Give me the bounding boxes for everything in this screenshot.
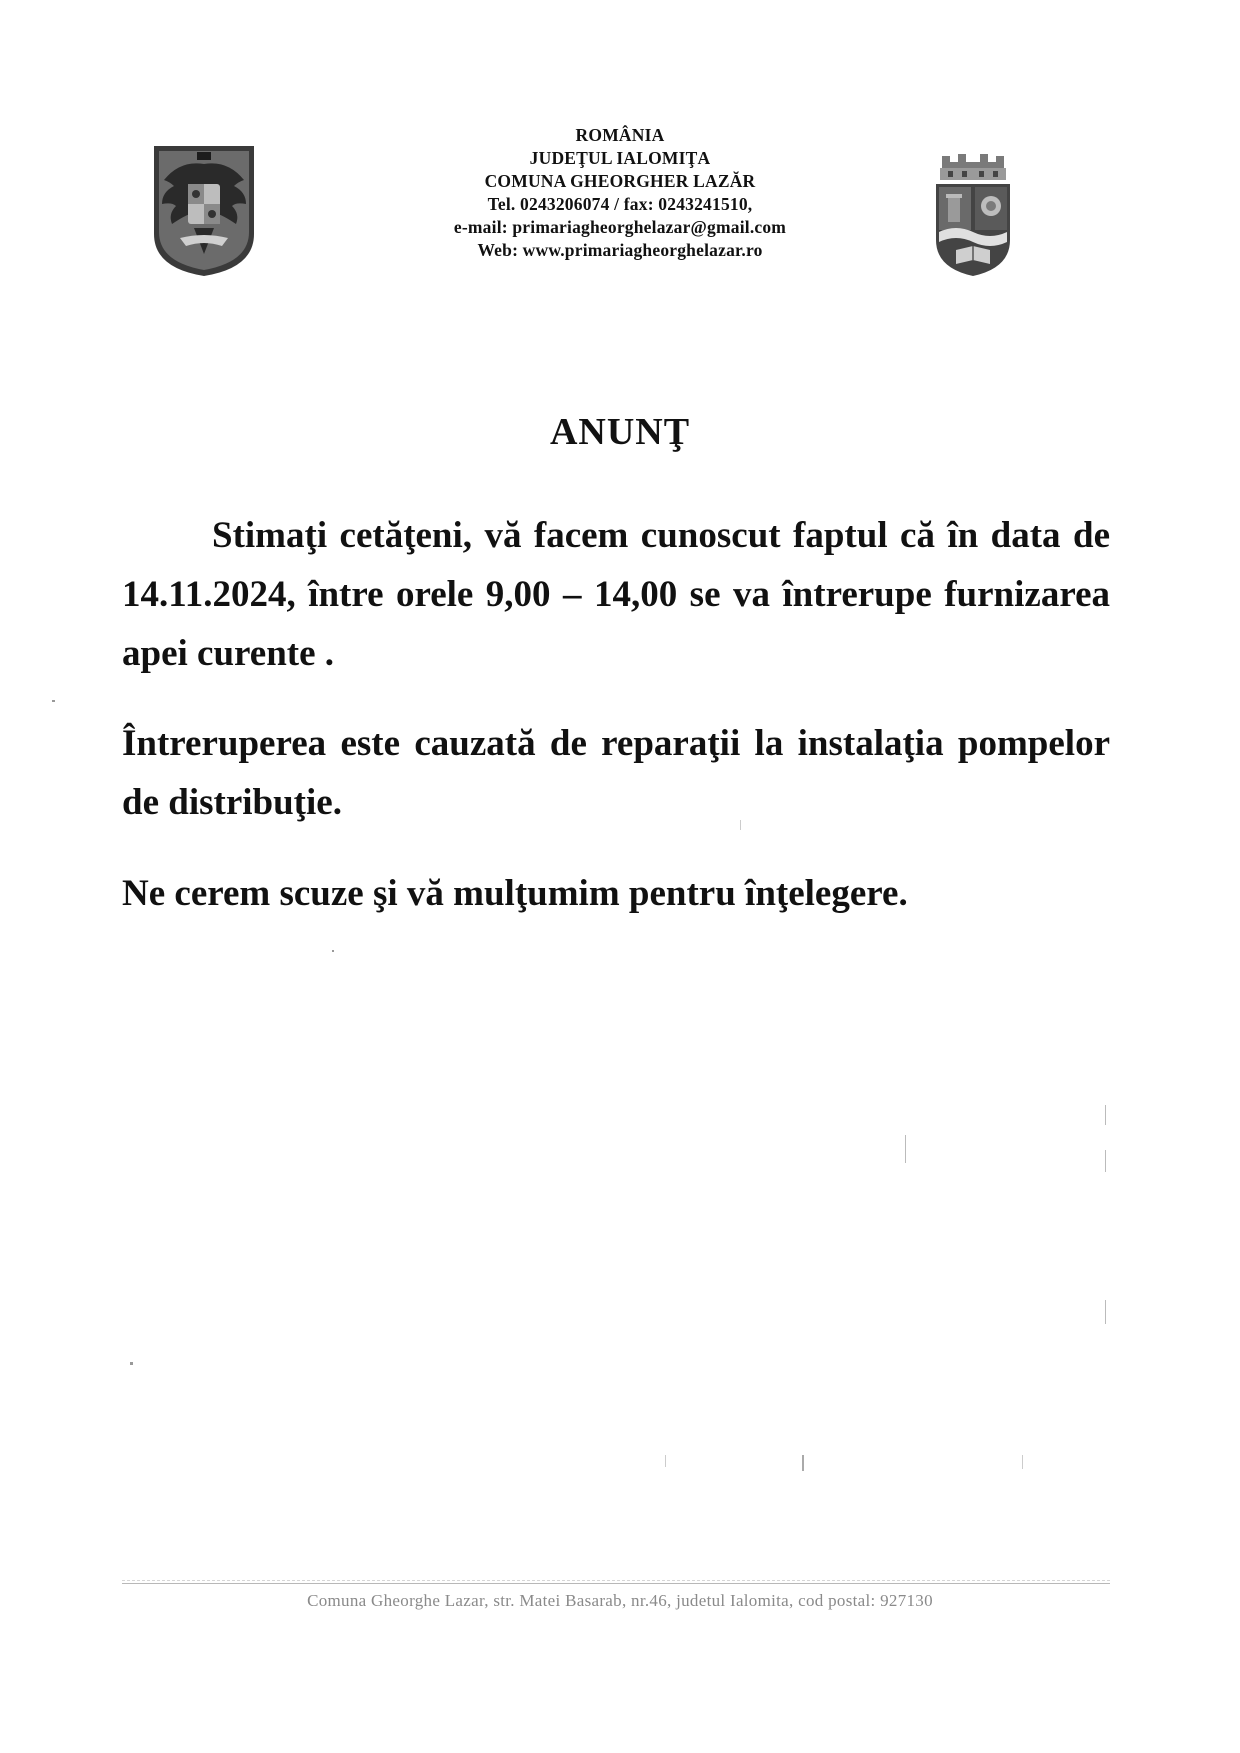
romania-coat-of-arms-icon [150, 142, 258, 278]
letterhead [360, 124, 880, 262]
scan-artifact [1105, 1150, 1106, 1172]
scan-artifact [1105, 1300, 1106, 1324]
scan-artifact [802, 1455, 804, 1471]
header-website: Web: www.primariagheorghelazar.ro [477, 240, 763, 260]
header-phone-fax: Tel. 0243206074 / fax: 0243241510, [487, 194, 753, 214]
announcement-title: ANUNŢ [549, 411, 691, 453]
scan-artifact [1105, 1105, 1106, 1125]
header-email: e-mail: primariagheorghelazar@gmail.com [453, 217, 787, 237]
header-county: JUDEŢUL IALOMIŢA [529, 148, 711, 168]
footer-divider [122, 1583, 1110, 1584]
scan-artifact [1022, 1455, 1023, 1469]
footer-divider-dashed [122, 1580, 1110, 1581]
announcement-paragraph-1: Stimaţi cetăţeni, vă facem cunoscut faptul că în data de 14.11.2024, între orele 9,00 – 14,00 se va întrerupe furnizarea apei curente . [122, 515, 1110, 674]
footer-address: Comuna Gheorghe Lazar, str. Matei Basarab, nr.46, judetul Ialomita, cod postal: 927130 [307, 1591, 933, 1610]
header-country: ROMÂNIA [575, 125, 665, 145]
header-commune: COMUNA GHEORGHER LAZĂR [484, 171, 756, 191]
scan-artifact [665, 1455, 666, 1467]
scan-artifact [332, 950, 334, 952]
announcement-paragraph-3: Ne cerem scuze şi vă mulţumim pentru înţelegere. [122, 873, 908, 914]
commune-coat-of-arms-icon [930, 150, 1016, 278]
announcement-paragraph-2: Întreruperea este cauzată de reparaţii la instalaţia pompelor de distribuţie. [122, 723, 1110, 823]
scan-artifact [740, 820, 741, 830]
scan-artifact [905, 1135, 906, 1163]
scan-artifact [130, 1362, 133, 1365]
scan-artifact [52, 700, 55, 702]
